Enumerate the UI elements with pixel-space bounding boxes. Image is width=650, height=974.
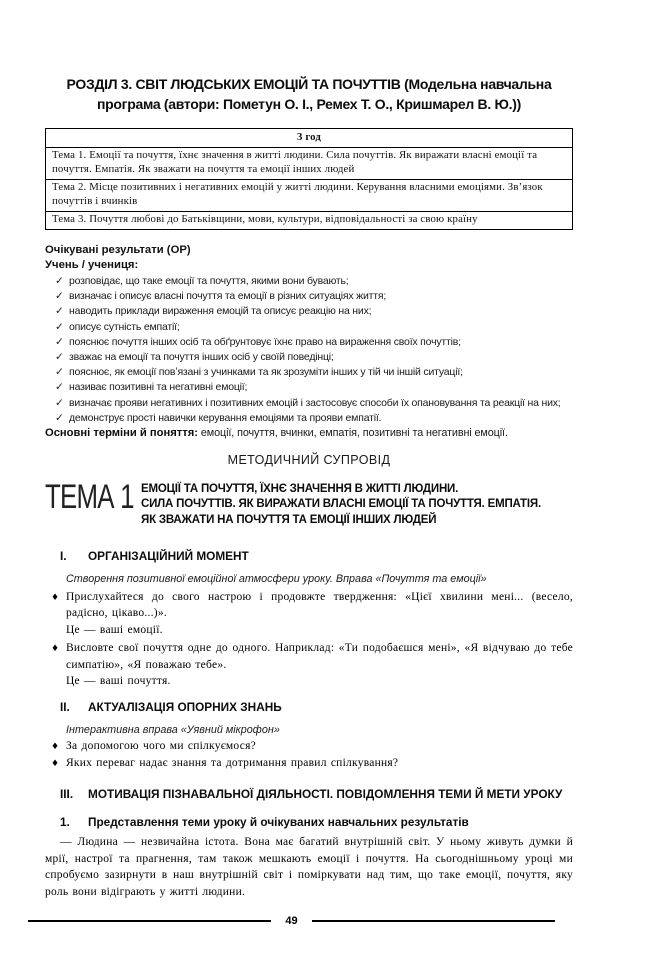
- subsection-heading: [45, 815, 573, 830]
- diamond-bullet-icon: ♦: [51, 742, 60, 753]
- checkmark-icon: ✓: [55, 275, 64, 287]
- list-item-text: наводить приклади вираження емоцій та описує реакцію на них;: [69, 305, 372, 318]
- bullet-text: За допомогою чого ми спілкуємося?: [66, 740, 256, 753]
- section-2-body: [45, 738, 573, 771]
- list-item: [45, 350, 573, 365]
- exercise-caption: Створення позитивної емоційної атмосфери уроку. Вправа «Почуття та емоції»: [66, 573, 487, 586]
- section-title: МОТИВАЦІЯ ПІЗНАВАЛЬНОЇ ДІЯЛЬНОСТІ. ПОВІДОМЛЕННЯ ТЕМИ Й МЕТИ УРОКУ: [88, 787, 563, 802]
- bullet-text: Прислухайтеся до свого настрою і продовжте твердження: «Цієї хвилини мені... (весело, радісно, цікаво...)».: [66, 591, 573, 620]
- table-row: [46, 211, 573, 230]
- tema-title-line3: ЯК ЗВАЖАТИ НА ПОЧУТТЯ ТА ЕМОЦІЇ ІНШИХ ЛЮДЕЙ: [141, 513, 437, 526]
- checkmark-icon: ✓: [55, 305, 64, 318]
- section-heading-2: [45, 700, 573, 715]
- key-terms: [45, 426, 573, 442]
- list-item-text: пояснює почуття інших осіб та обґрунтовує їхнє право на вираження своїх почуттів;: [69, 335, 461, 348]
- bullet-text: Висловте свої почуття одне до одного. Наприклад: «Ти подобаєшся мені», «Я відчуваю до тебе симпатію», «Я поважаю тебе».: [66, 642, 573, 671]
- schedule-table: [45, 128, 573, 230]
- bullet-text: Яких переваг надає знання та дотримання правил спілкування?: [66, 756, 399, 769]
- tema-title-line2: СИЛА ПОЧУТТІВ. ЯК ВИРАЖАТИ ВЛАСНІ ЕМОЦІЇ ТА ПОЧУТТЯ. ЕМПАТІЯ.: [141, 498, 541, 511]
- list-item-text: розповідає, що таке емоції та почуття, якими вони бувають;: [69, 275, 349, 287]
- section-number: II.: [60, 700, 70, 715]
- results-heading: Очікувані результати (ОР): [45, 244, 191, 256]
- section-number: III.: [60, 787, 74, 802]
- list-item-text: демонструє прості навички керування емоціями та прояви емпатії.: [69, 411, 382, 424]
- diamond-bullet-icon: ♦: [51, 758, 60, 769]
- book-page: [0, 74, 650, 974]
- exercise-caption: Інтерактивна вправа «Уявний мікрофон»: [66, 724, 280, 737]
- list-item: [45, 411, 573, 426]
- section-number: I.: [60, 549, 67, 564]
- checkmark-icon: ✓: [55, 411, 64, 424]
- bullet-item: [45, 738, 573, 754]
- bullet-item: [45, 640, 573, 673]
- tema-title-line1: ЕМОЦІЇ ТА ПОЧУТТЯ, ЇХНЄ ЗНАЧЕННЯ В ЖИТТІ ЛЮДИНИ.: [141, 482, 459, 495]
- body-paragraph: — Людина — незвичайна істота. Вона має багатий внутрішній світ. У ньому живуть думки й мрії, настрої та прагнення, там також мешкають емоції і почуття. На сьогоднішньому уроці ми спробуємо зазирнути в наш внутрішній світ і поміркувати над тим, що таке емоції, почуття, яку роль вони відіграють у житті людини.: [45, 836, 573, 898]
- section-1-body: [45, 589, 573, 689]
- footer-rule-left: [28, 920, 271, 922]
- checkmark-icon: ✓: [55, 381, 64, 394]
- section-title: ОРГАНІЗАЦІЙНИЙ МОМЕНТ: [88, 549, 249, 564]
- subsection-title: Представлення теми уроку й очікуваних навчальних результатів: [88, 815, 469, 830]
- tema-label: ТЕМА 1: [45, 477, 134, 516]
- chapter-title: [45, 74, 573, 114]
- diamond-bullet-icon: ♦: [51, 644, 60, 655]
- list-item: [45, 320, 573, 335]
- hours-cell: 3 год: [46, 129, 573, 148]
- methodical-heading: МЕТОДИЧНИЙ СУПРОВІД: [227, 452, 391, 467]
- diamond-bullet-icon: ♦: [51, 593, 60, 604]
- page-number: 49: [285, 915, 298, 927]
- bullet-item: [45, 755, 573, 771]
- page-content: [0, 74, 650, 900]
- list-item: [45, 289, 573, 304]
- list-item: [45, 304, 573, 319]
- chapter-title-line2: програма (автори: Пометун О. І., Ремех Т. О., Кришмарел В. Ю.)): [97, 96, 521, 112]
- note-line: Це — ваші емоції.: [66, 623, 163, 636]
- key-terms-text: емоції, почуття, вчинки, емпатія, позитивні та негативні емоції.: [197, 427, 508, 440]
- chapter-title-line1: РОЗДІЛ 3. СВІТ ЛЮДСЬКИХ ЕМОЦІЙ ТА ПОЧУТТІВ (Модельна навчальна: [66, 76, 552, 92]
- table-row-hours: [46, 129, 573, 148]
- tema-title: [141, 480, 573, 529]
- list-item: [45, 396, 573, 411]
- results-subheading: Учень / учениця:: [45, 259, 139, 271]
- key-terms-label: Основні терміни й поняття:: [45, 427, 198, 440]
- list-item-text: називає позитивні та негативні емоції;: [69, 381, 248, 394]
- checkmark-icon: ✓: [55, 366, 64, 379]
- list-item-text: описує сутність емпатії;: [69, 320, 180, 333]
- footer-rule-right: [312, 920, 555, 922]
- list-item: [45, 274, 573, 289]
- list-item-text: пояснює, як емоції повʼязані з учинками та як зрозуміти інших у тій чи іншій ситуації;: [69, 366, 463, 379]
- section-heading-3: [45, 787, 573, 802]
- section-title: АКТУАЛІЗАЦІЯ ОПОРНИХ ЗНАНЬ: [88, 700, 282, 715]
- checkmark-icon: ✓: [55, 320, 64, 333]
- bullet-item: [45, 589, 573, 622]
- list-item: [45, 365, 573, 380]
- subsection-number: 1.: [60, 815, 70, 830]
- checkmark-icon: ✓: [55, 335, 64, 348]
- checkmark-icon: ✓: [55, 396, 64, 409]
- table-row: [46, 179, 573, 211]
- topic-cell-1: Тема 1. Емоції та почуття, їхнє значення в житті людини. Сила почуттів. Як виражати власні емоції та почуття. Емпатія. Як зважати на почуття та емоції інших людей: [46, 147, 573, 179]
- checkmark-icon: ✓: [55, 290, 64, 303]
- tema-block: [45, 477, 573, 529]
- table-row: [46, 147, 573, 179]
- list-item-text: визначає і описує власні почуття та емоції в різних ситуаціях життя;: [69, 290, 387, 303]
- checkmark-icon: ✓: [55, 351, 64, 364]
- list-item-text: визначає прояви негативних і позитивних емоцій і застосовує способи їх опановування та реакції на них;: [69, 396, 561, 409]
- topic-cell-2: Тема 2. Місце позитивних і негативних емоцій у житті людини. Керування власними емоціями. Звʼязок почуттів і вчинків: [46, 179, 573, 211]
- expected-results: [45, 243, 573, 442]
- note-line: Це — ваші почуття.: [66, 675, 171, 688]
- list-item: [45, 335, 573, 350]
- page-footer: [28, 915, 555, 927]
- list-item: [45, 380, 573, 395]
- results-list: [45, 274, 573, 426]
- section-heading-1: [45, 549, 573, 564]
- list-item-text: зважає на емоції та почуття інших осіб у своїй поведінці;: [69, 351, 334, 364]
- topic-cell-3: Тема 3. Почуття любові до Батьківщини, мови, культури, відповідальності за свою країну: [46, 211, 573, 230]
